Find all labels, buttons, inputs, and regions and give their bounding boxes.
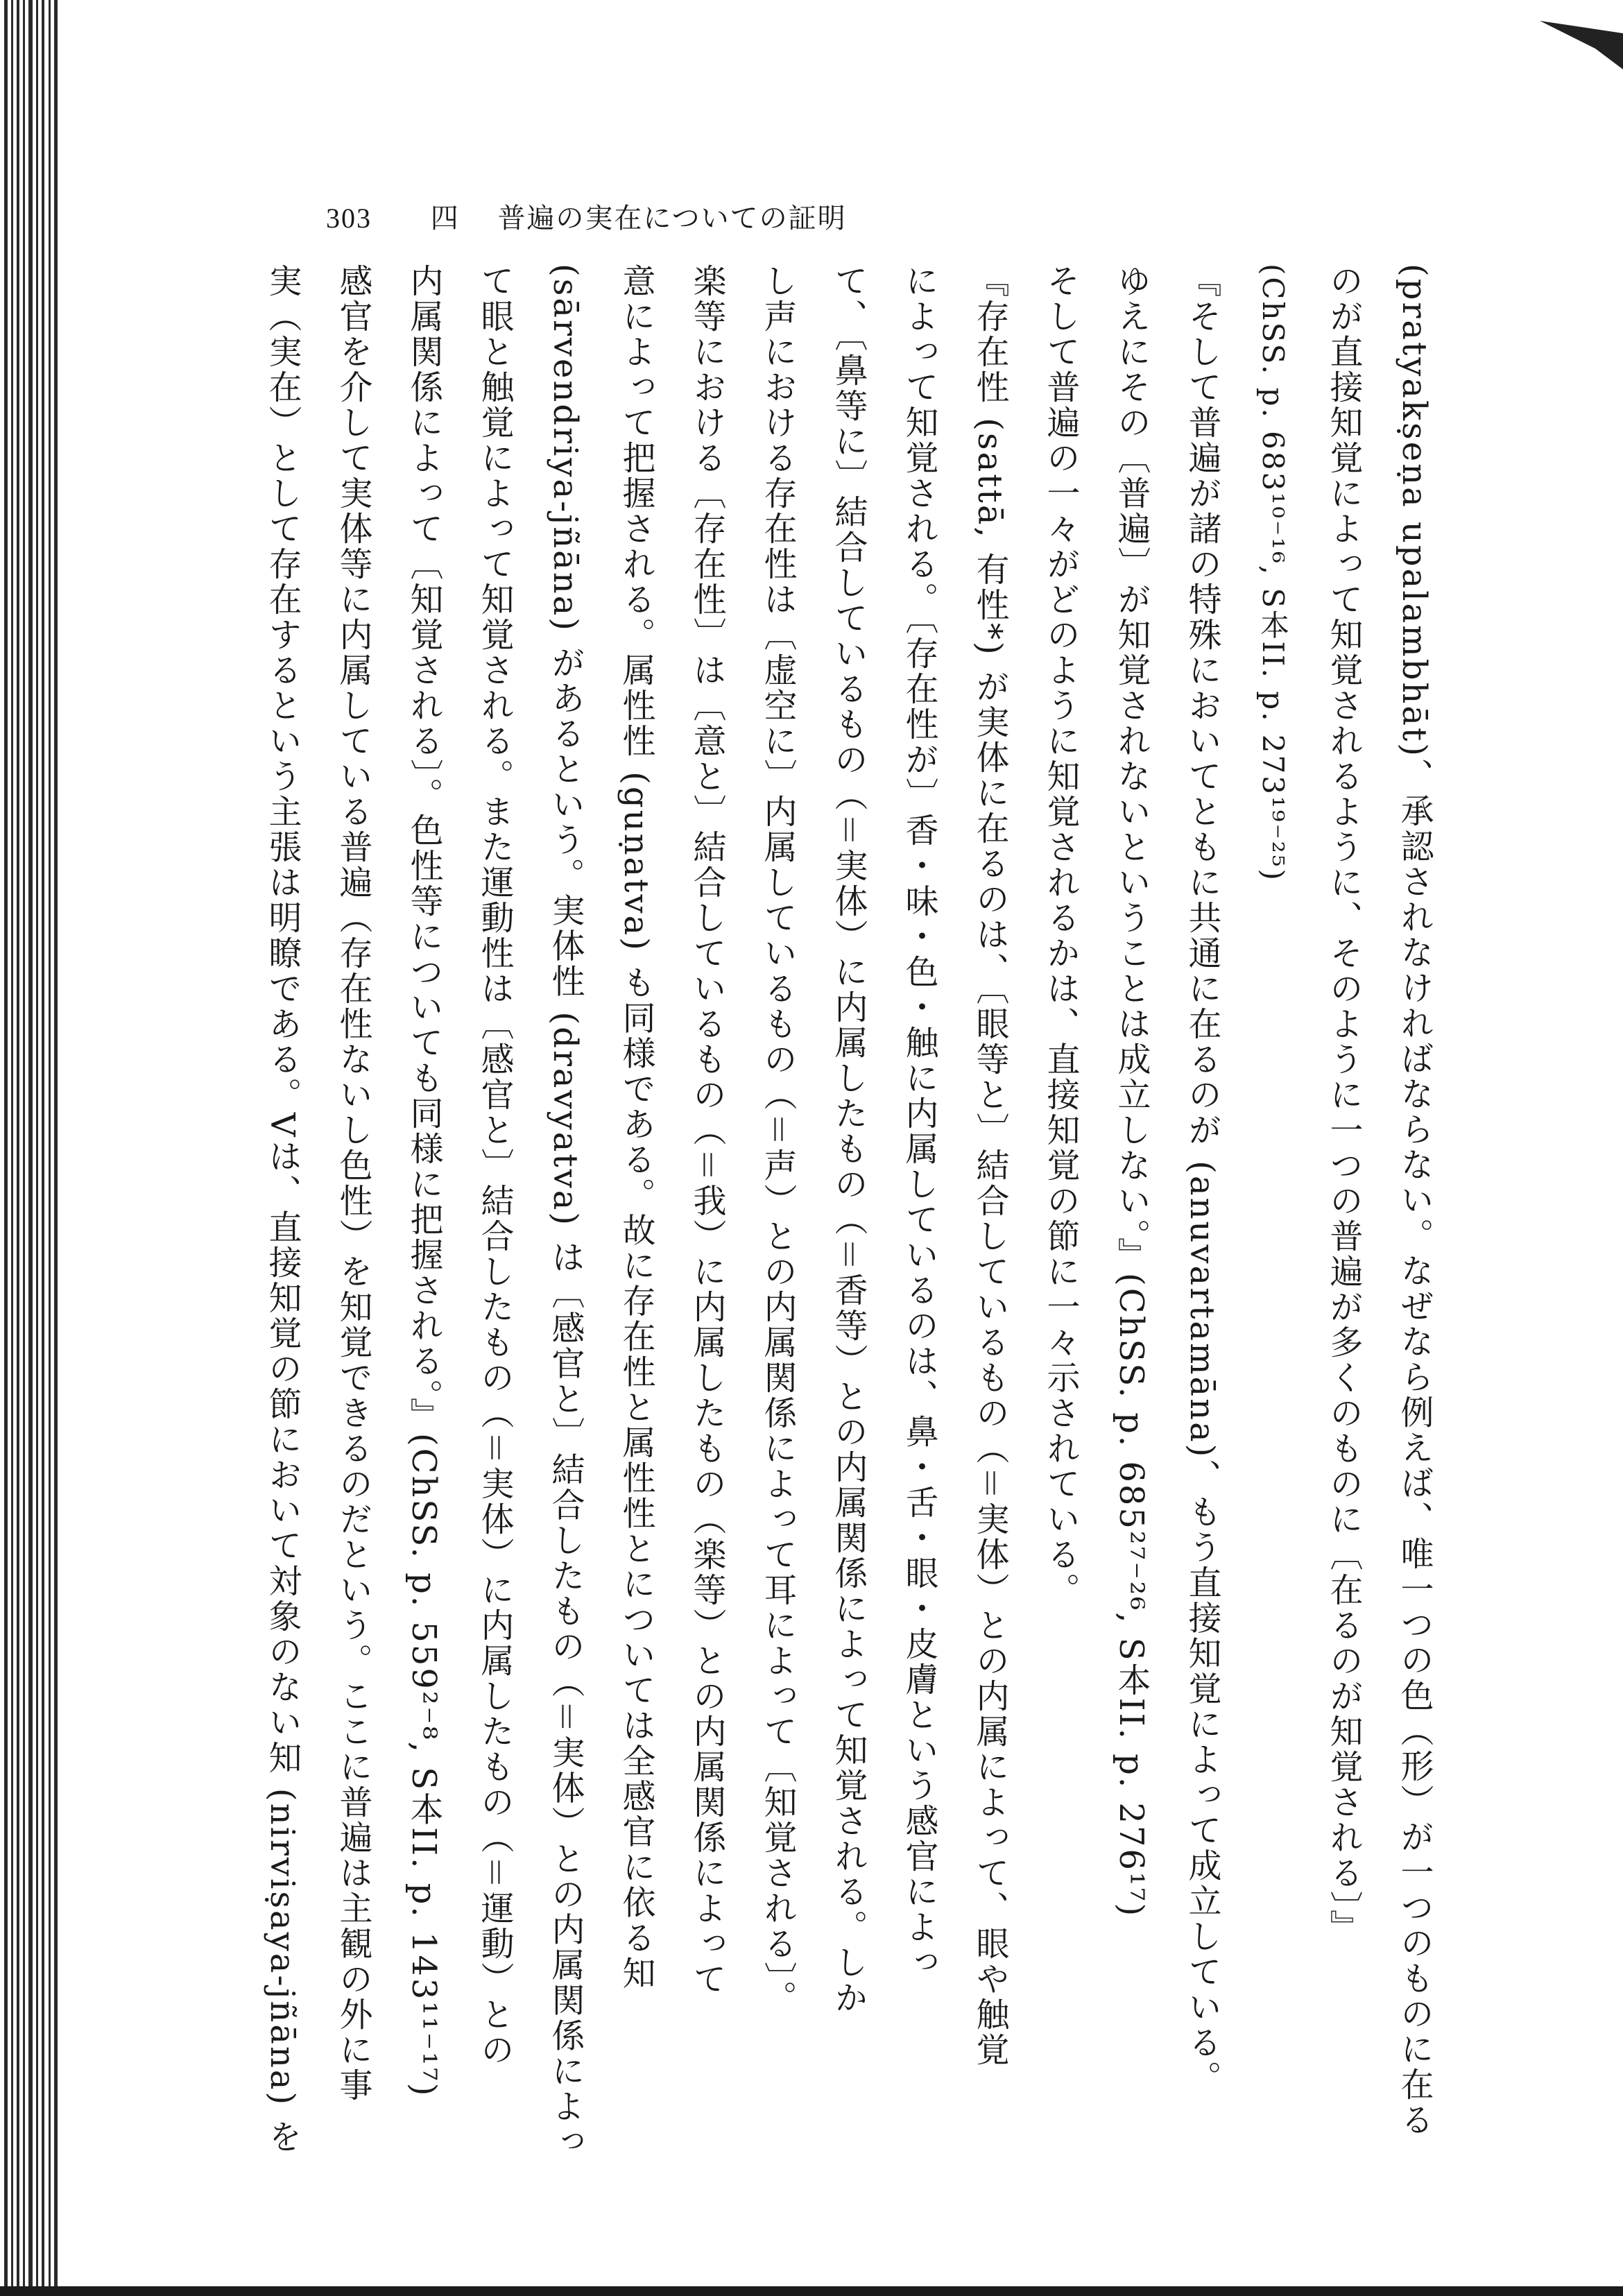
text-line-15: 内属関係によって〔知覚される〕。色性等についても同様に把握される。』(ChSS. p. 559²⁻⁸, S本II. p. 143¹¹⁻¹⁷) [404,264,443,2098]
scan-bottom-edge [0,2286,1623,2296]
body-text [263,264,1450,2160]
text-line-13: (sārvendriya-jñāna) があるという。実体性 (dravyatva) は〔感官と〕結合したもの（＝実体）との内属関係によっ [546,264,585,2160]
text-line-5: ゆえにその〔普遍〕が知覚されないということは成立しない。』(ChSS. p. 685²⁷⁻²⁶, S本II. p. 276¹⁷) [1112,264,1151,1919]
citation-line: (ChSS. p. 683¹⁰⁻¹⁶, S本II. p. 273¹⁹⁻²⁵) [1256,264,1290,882]
page-number: 303 [326,203,372,234]
text-line-1: (pratyakṣeṇa upalambhāt)、承認されなければならない。なぜなら例えば、唯一つの色（形）が一つのものに在る [1395,264,1434,2138]
text-line-2: のが直接知覚によって知覚されるように、そのように一つの普遍が多くのものに〔在るのが知覚される〕』 [1324,264,1363,1945]
text-line-9: て、〔鼻等に〕結合しているもの（＝実体）に内属したもの（＝香等）との内属関係によって知覚される。しか [829,264,868,2016]
section-title: 普遍の実在についての証明 [497,203,847,234]
text-line-11: 楽等における〔存在性〕は〔意と〕結合しているもの（＝我）に内属したもの（楽等）との内属関係によって [687,264,726,1997]
scan-corner-artifact [1540,21,1623,69]
text-line-10: し声における存在性は〔虚空に〕内属しているもの（＝声）との内属関係によって耳によって〔知覚される〕。 [758,264,797,2016]
text-line-7: 『存在性 (sattā, 有性*) が実体に在るのは、〔眼等と〕結合しているもの（＝実体）との内属によって、眼や触覚 [970,264,1009,2068]
book-gutter [0,0,60,2296]
text-line-16: 感官を介して実体等に内属している普遍（存在性ないし色性）を知覚できるのだという。ここに普遍は主観の外に事 [334,264,372,2103]
text-line-4: 『そして普遍が諸の特殊においてともに共通に在るのが (anuvartamāna)、もう直接知覚によって成立している。 [1183,264,1221,2096]
text-line-6: そして普遍の一々がどのように知覚されるかは、直接知覚の節に一々示されている。 [1041,264,1080,1608]
running-head [326,196,847,236]
text-line-8: によって知覚される。〔存在性が〕香・味・色・触に内属しているのは、鼻・舌・眼・皮膚という感官によっ [900,264,938,1980]
text-line-17: 実（実在）として存在するという主張は明瞭である。Vは、直接知覚の節において対象のない知 (nirviṣaya-jñāna) を [263,264,302,2155]
text-line-12: 意によって把握される。属性性 (guṇatva) も同様である。故に存在性と属性性とについては全感官に依る知 [617,264,655,1991]
section-number: 四 [430,203,460,234]
text-line-14: て眼と触覚によって知覚される。また運動性は〔感官と〕結合したもの（＝実体）に内属したもの（＝運動）との [475,264,514,2068]
